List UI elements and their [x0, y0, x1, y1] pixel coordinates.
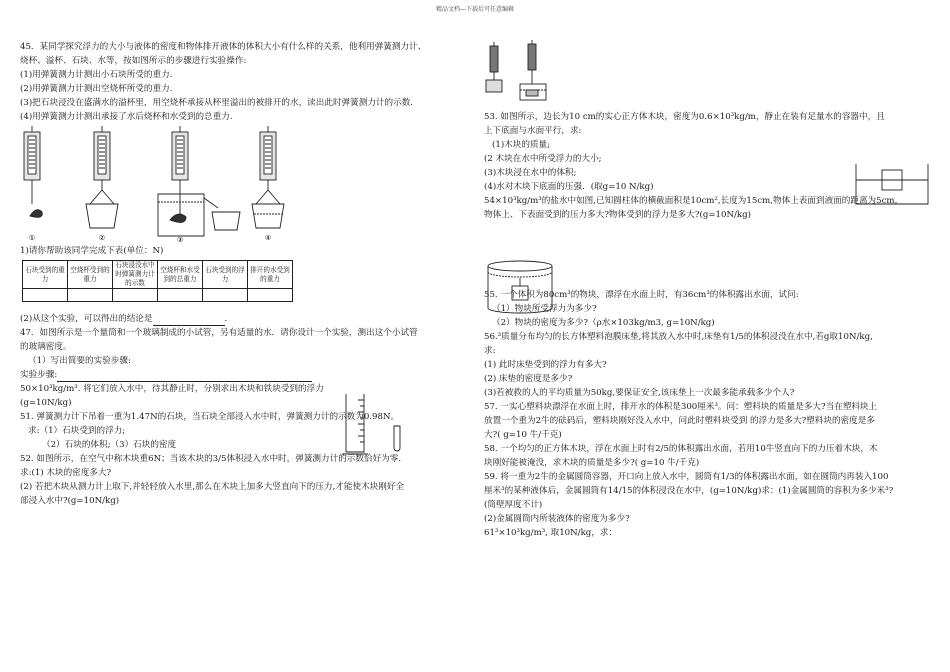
q45-step: (1)用弹簧测力计测出小石块所受的重力. — [20, 70, 173, 80]
q57-line: 57. 一实心塑料块漂浮在水面上时，排开水的体积是300厘米³。问：塑料块的质量是多大?当在塑料块上 — [484, 402, 878, 412]
q53-line: (2 木块在水中所受浮力的大小; — [484, 154, 602, 164]
table-header: 排开的水受到的重力 — [248, 261, 293, 289]
q56-line: 56.³质量分布均匀的长方体塑料泡膜床垫,将其放入水中时,床垫有1/5的体积浸没在水中,若g取10N/kg, — [484, 332, 873, 342]
figure-label: ② — [98, 234, 106, 242]
q59-line: (筒壁厚度不计) — [484, 500, 543, 510]
q45-line: 烧杯、溢杯、石块、水等，按如图所示的步骤进行实验操作: — [20, 56, 247, 66]
table-header: 空烧杯受到的重力 — [68, 261, 113, 289]
q58-line: 块刚好能被淹没，求木块的质量是多少?( g=10 牛/千克) — [484, 458, 700, 468]
q51-line: 求:（1）石块受到的浮力; — [28, 426, 126, 436]
q45-line: 45．某同学探究浮力的大小与液体的密度和物体排开液体的体积大小有什么样的关系，他利用弹簧测力计、 — [20, 42, 427, 52]
q51-line: （2）石块的体积;（3）石块的密度 — [42, 440, 177, 450]
q47-steps: 实验步骤: — [20, 368, 465, 382]
right-column — [484, 110, 930, 540]
q45-step: (2)用弹簧测力计测出空烧杯所受的重力. — [20, 84, 173, 94]
table-cell — [158, 289, 203, 302]
q53-line: (3)木块浸在水中的体积; — [484, 168, 577, 178]
q53-line: (1)木块的质量; — [492, 140, 551, 150]
q59-line: 59. 将一重为2牛的金属圆筒容器，开口向上放入水中，圆筒有1/3的体积露出水面，如在圆筒内再装入100 — [484, 472, 889, 482]
q55-line: （2）物块的密度为多少?（ρ水×103kg/m3, g=10N/kg) — [492, 318, 715, 328]
q54-line: 物体上、下表面受到的压力多大?物体受到的浮力是多大?(g=10N/kg) — [484, 210, 751, 220]
answer-blank — [57, 371, 312, 382]
figure-label: ① — [28, 234, 36, 242]
table-cell — [248, 289, 293, 302]
q56-line: (3)若被救的人的平均质量为50kg,要保证安全,该床垫上一次最多能承载多少个人? — [484, 388, 795, 398]
q61-line: 61³×10³kg/m³, 取10N/kg，求： — [484, 528, 618, 538]
q45-conclusion: (2)从这个实验，可以得出的结论是 . — [20, 314, 228, 324]
answer-blank — [153, 315, 225, 326]
q47-line: 的玻璃密度。 — [20, 342, 72, 352]
q57-line: 放置一个重为2牛的砝码后，塑料块刚好没入水中，问此时塑料块受到 的浮力是多大?塑料块的密度是多 — [484, 416, 875, 426]
table-cell — [203, 289, 248, 302]
q56-line: (1) 此时床垫受到的浮力有多大? — [484, 360, 607, 370]
q56-line: (2) 床垫的密度是多少? — [484, 374, 573, 384]
q55-line: 55. 一个体积为80cm³的物块，漂浮在水面上时，有36cm³的体积露出水面，试问: — [484, 290, 799, 300]
spring-scale-figure — [484, 40, 564, 102]
table-cell — [113, 289, 158, 302]
q45-step: (3)把石块浸没在盛满水的溢杯里，用空烧杯承接从杯里溢出的被排开的水，读出此时弹簧测力计的示数. — [20, 98, 414, 108]
results-table — [22, 260, 293, 302]
q47-sub: （1）写出简要的实验步骤: — [28, 356, 131, 366]
experiment-figure — [20, 124, 320, 244]
q59-line: (2)金属圆筒内所装液体的密度为多少? — [484, 514, 630, 524]
figure-label: ④ — [264, 234, 272, 242]
table-header: 石块受到的重力 — [23, 261, 68, 289]
q45-step: (4)用弹簧测力计测出承接了水后烧杯和水受到的总重力. — [20, 112, 233, 122]
table-header: 石块受到的浮力 — [203, 261, 248, 289]
table-cell — [68, 289, 113, 302]
table-cell — [23, 289, 68, 302]
cylinder-figure — [336, 392, 416, 462]
q59-line: 厘米³的某种液体后，金属圆筒有14/15的体积浸没在水中，(g=10N/kg)求：(1)金属圆筒的容积为多少米³? — [484, 486, 894, 496]
table-header: 石块浸没水中时弹簧测力计的示数 — [113, 261, 158, 289]
q54-line: 54×10³kg/m³的盐水中如图,已知圆柱体的横截面积是10cm²,长度为15cm,物体上表面到液面的距离为5cm, — [484, 196, 898, 206]
page-header: 精品文档---下载后可任意编辑 — [435, 6, 515, 13]
q52-line: 部浸入水中?(g=10N/kg) — [20, 496, 120, 506]
figure-label: ③ — [176, 236, 184, 244]
q47-line: 47．如图所示是一个量筒和一个玻璃制成的小试管，另有适量的水．请你设计一个实验，测出这个小试管 — [20, 328, 418, 338]
table-prompt: 1)请你帮助该同学完成下表(单位：N) — [20, 246, 164, 256]
q56-line: 求: — [484, 346, 496, 356]
q55-line: （1）物块所受浮力为多少? — [492, 304, 597, 314]
q57-line: 大?( g=10 牛/千克) — [484, 430, 562, 440]
q52-line: 求:(1) 木块的密度多大? — [20, 468, 112, 478]
q53-line: (4)水对木块下底面的压强．(取g=10 N/kg) — [484, 182, 654, 192]
q52-line: 52. 如图所示，在空气中称木块重6N；当该木块的3/5体积浸入水中时，弹簧测力计的示数恰好为零. — [20, 454, 402, 464]
table-header: 空烧杯和水受到的总重力 — [158, 261, 203, 289]
q50-line: 50×10³kg/m³. 将它们放入水中，待其静止时，分别求出木块和铁块受到的浮力 — [20, 384, 324, 394]
q53-line: 53. 如图所示，边长为10 cm的实心正方体木块，密度为0.6×10³kg/m，静止在装有足量水的容器中，且 — [484, 112, 885, 122]
q51-line: 51. 弹簧测力计下吊着一重为1.47N的石块，当石块全部浸入水中时，弹簧测力计的示数为0.98N。 — [20, 412, 400, 422]
q52-line: (2) 若把木块从测力计上取下,并轻轻放入水里,那么在木块上加多大竖直向下的压力,才能使木块刚好全 — [20, 482, 405, 492]
q53-line: 上下底面与水面平行，求: — [484, 126, 582, 136]
q58-line: 58. 一个均匀的正方体木块，浮在水面上时有2/5的体积露出水面，若用10牛竖直向下的力压着木块，木 — [484, 444, 878, 454]
q50-g: (g=10N/kg) — [20, 398, 72, 408]
